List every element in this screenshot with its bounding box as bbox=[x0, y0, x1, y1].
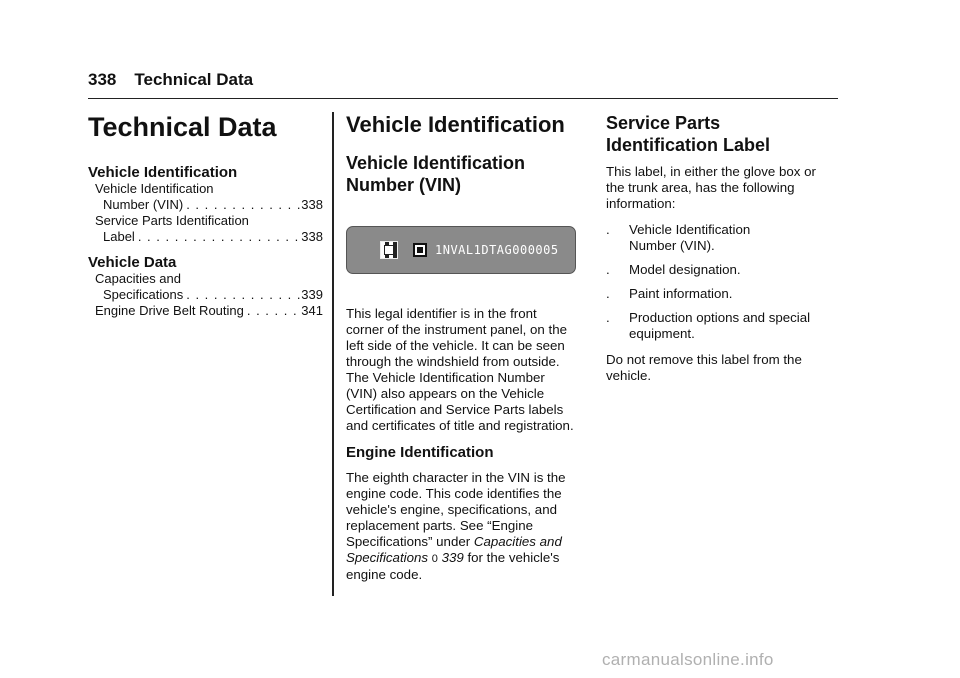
toc-page-number: 341 bbox=[301, 303, 323, 318]
running-title: Technical Data bbox=[134, 70, 254, 89]
page-number: 338 bbox=[88, 70, 117, 89]
list-item-text: Production options and special bbox=[629, 310, 811, 325]
list-item bbox=[606, 262, 838, 278]
bullet-marker: . bbox=[606, 222, 610, 237]
service-parts-column bbox=[606, 112, 838, 384]
subsection-heading: Engine Identification bbox=[346, 444, 494, 461]
toc-page-number: 338 bbox=[301, 197, 323, 212]
page-ref-arrow-icon: 0 bbox=[431, 553, 438, 565]
table-of-contents bbox=[88, 112, 323, 319]
heading-line: Vehicle Identification bbox=[346, 153, 526, 173]
toc-entry[interactable] bbox=[88, 271, 323, 303]
label-intro: This label, in either the glove box or the trunk area, has the following information: bbox=[606, 164, 816, 211]
list-item bbox=[606, 222, 838, 254]
list-item bbox=[606, 286, 838, 302]
paragraph-text: for the vehicle's engine code. bbox=[346, 550, 560, 582]
page-header bbox=[88, 70, 838, 99]
vin-description: This legal identifier is in the front corner of the instrument panel, on the left side of the vehicle. It can be seen through the windshield from outside. The Vehicle Identification Number (VIN) also appears on the Vehicle Certification and Service Parts labels and certificates of title and registration. bbox=[346, 306, 574, 433]
toc-leader-dots bbox=[244, 303, 301, 319]
paragraph-text: The eighth character in the VIN is the engine code. This code identifies the vehicle's engine, specifications, and replacement parts. See “Engine Specifications” under bbox=[346, 470, 566, 549]
subsection-heading bbox=[346, 152, 578, 196]
toc-entry[interactable] bbox=[88, 303, 323, 319]
section-heading: Vehicle Identification bbox=[346, 112, 565, 137]
vehicle-identification-column bbox=[346, 112, 578, 583]
bullet-marker: . bbox=[606, 286, 610, 301]
heading-line: Number (VIN) bbox=[346, 175, 462, 195]
toc-section-heading: Vehicle Data bbox=[88, 254, 177, 271]
watermark-text: carmanualsonline.info bbox=[602, 650, 774, 669]
bullet-marker: . bbox=[606, 262, 610, 277]
heading-line: Service Parts bbox=[606, 113, 721, 133]
heading-line: Identification Label bbox=[606, 135, 771, 155]
toc-entry-line1: Service Parts Identification bbox=[95, 213, 249, 228]
label-warning: Do not remove this label from the vehicle. bbox=[606, 352, 802, 383]
toc-leader-dots bbox=[183, 197, 301, 213]
toc-section-heading: Vehicle Identification bbox=[88, 164, 238, 181]
toc-entry-line1: Capacities and bbox=[95, 271, 181, 286]
list-item-text: equipment. bbox=[629, 326, 695, 341]
vin-plate-image bbox=[346, 226, 576, 274]
list-item-text: Vehicle Identification bbox=[629, 222, 751, 237]
list-item-text: Model designation. bbox=[629, 262, 741, 277]
barcode-icon bbox=[380, 241, 398, 259]
cross-reference-page[interactable]: 339 bbox=[441, 550, 464, 565]
column-divider bbox=[332, 112, 334, 596]
list-item-text: Number (VIN). bbox=[629, 238, 715, 253]
toc-page-number: 338 bbox=[301, 229, 323, 244]
square-symbol-icon bbox=[413, 243, 427, 257]
toc-leader-dots bbox=[183, 287, 301, 303]
vin-number: 1NVAL1DTAG000005 bbox=[435, 243, 559, 257]
engine-id-description bbox=[346, 470, 578, 583]
toc-entry-line2: Specifications bbox=[103, 287, 184, 302]
chapter-title: Technical Data bbox=[88, 112, 277, 142]
bullet-marker: . bbox=[606, 310, 610, 325]
toc-page-number: 339 bbox=[301, 287, 323, 302]
toc-leader-dots bbox=[135, 229, 301, 245]
list-item-text: Paint information. bbox=[629, 286, 733, 301]
toc-entry-line2: Number (VIN) bbox=[103, 197, 184, 212]
toc-entry[interactable] bbox=[88, 213, 323, 245]
toc-entry-line1: Engine Drive Belt Routing bbox=[95, 303, 244, 318]
toc-entry-line1: Vehicle Identification bbox=[95, 181, 214, 196]
section-heading bbox=[606, 112, 838, 156]
cross-reference-link[interactable]: Capacities and Specifications bbox=[346, 534, 562, 565]
toc-entry[interactable] bbox=[88, 181, 323, 213]
toc-entry-line2: Label bbox=[103, 229, 135, 244]
list-item bbox=[606, 310, 838, 342]
